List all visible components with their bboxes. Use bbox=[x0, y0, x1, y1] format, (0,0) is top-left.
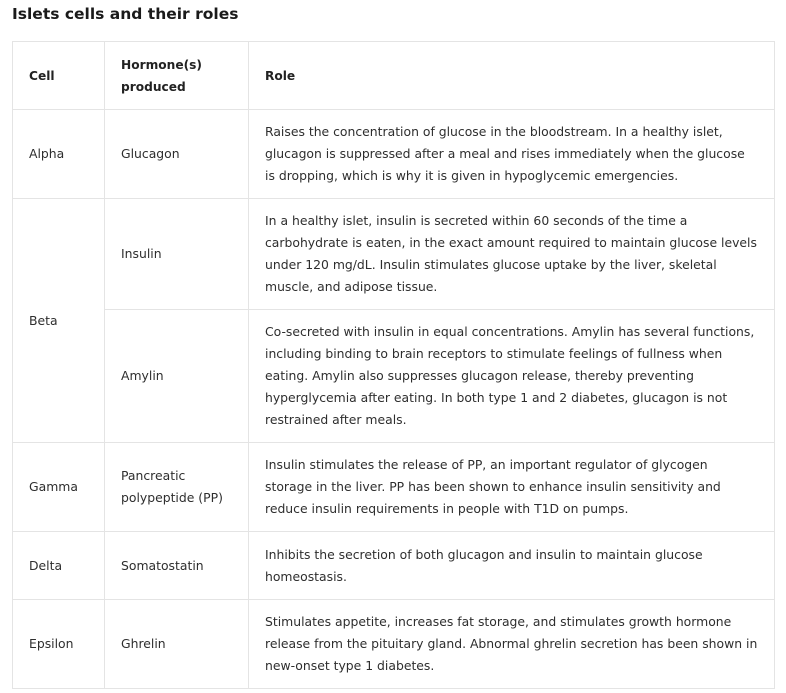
table-row bbox=[13, 532, 775, 600]
header-cell: Cell bbox=[13, 42, 105, 110]
cell-name: Epsilon bbox=[13, 600, 105, 689]
header-hormones-line2: produced bbox=[121, 79, 186, 94]
role-description: Raises the concentration of glucose in the bloodstream. In a healthy islet, glucagon is suppressed after a meal and rises immediately when the glucose is dropping, which is why it is given in hypoglycemic emergencies. bbox=[249, 110, 775, 199]
header-role: Role bbox=[249, 42, 775, 110]
cell-name: Beta bbox=[13, 199, 105, 443]
hormone-name: Glucagon bbox=[105, 110, 249, 199]
table-header-row bbox=[13, 42, 775, 110]
table-row bbox=[13, 199, 775, 310]
role-description: Insulin stimulates the release of PP, an important regulator of glycogen storage in the liver. PP has been shown to enhance insulin sensitivity and reduce insulin requirements in people with T1D on pumps. bbox=[249, 443, 775, 532]
cell-name: Delta bbox=[13, 532, 105, 600]
cell-name: Alpha bbox=[13, 110, 105, 199]
table-row bbox=[13, 443, 775, 532]
hormone-name: Ghrelin bbox=[105, 600, 249, 689]
role-description: Co-secreted with insulin in equal concentrations. Amylin has several functions, including binding to brain receptors to stimulate feelings of fullness when eating. Amylin also suppresses glucagon release, thereby preventing hyperglycemia after eating. In both type 1 and 2 diabetes, glucagon is not restrained after meals. bbox=[249, 310, 775, 443]
page-title: Islets cells and their roles bbox=[12, 5, 239, 23]
hormone-name: Insulin bbox=[105, 199, 249, 310]
hormone-name: Somatostatin bbox=[105, 532, 249, 600]
role-description: In a healthy islet, insulin is secreted within 60 seconds of the time a carbohydrate is eaten, in the exact amount required to maintain glucose levels under 120 mg/dL. Insulin stimulates glucose uptake by the liver, skeletal muscle, and adipose tissue. bbox=[249, 199, 775, 310]
hormone-name: Amylin bbox=[105, 310, 249, 443]
header-hormones bbox=[105, 42, 249, 110]
cell-name: Gamma bbox=[13, 443, 105, 532]
table-row bbox=[13, 600, 775, 689]
table-row bbox=[13, 110, 775, 199]
islet-cells-table bbox=[12, 41, 775, 689]
hormone-name: Pancreatic polypeptide (PP) bbox=[105, 443, 249, 532]
role-description: Stimulates appetite, increases fat storage, and stimulates growth hormone release from the pituitary gland. Abnormal ghrelin secretion has been shown in new-onset type 1 diabetes. bbox=[249, 600, 775, 689]
table-row bbox=[13, 310, 775, 443]
header-hormones-line1: Hormone(s) bbox=[121, 57, 202, 72]
role-description: Inhibits the secretion of both glucagon and insulin to maintain glucose homeostasis. bbox=[249, 532, 775, 600]
